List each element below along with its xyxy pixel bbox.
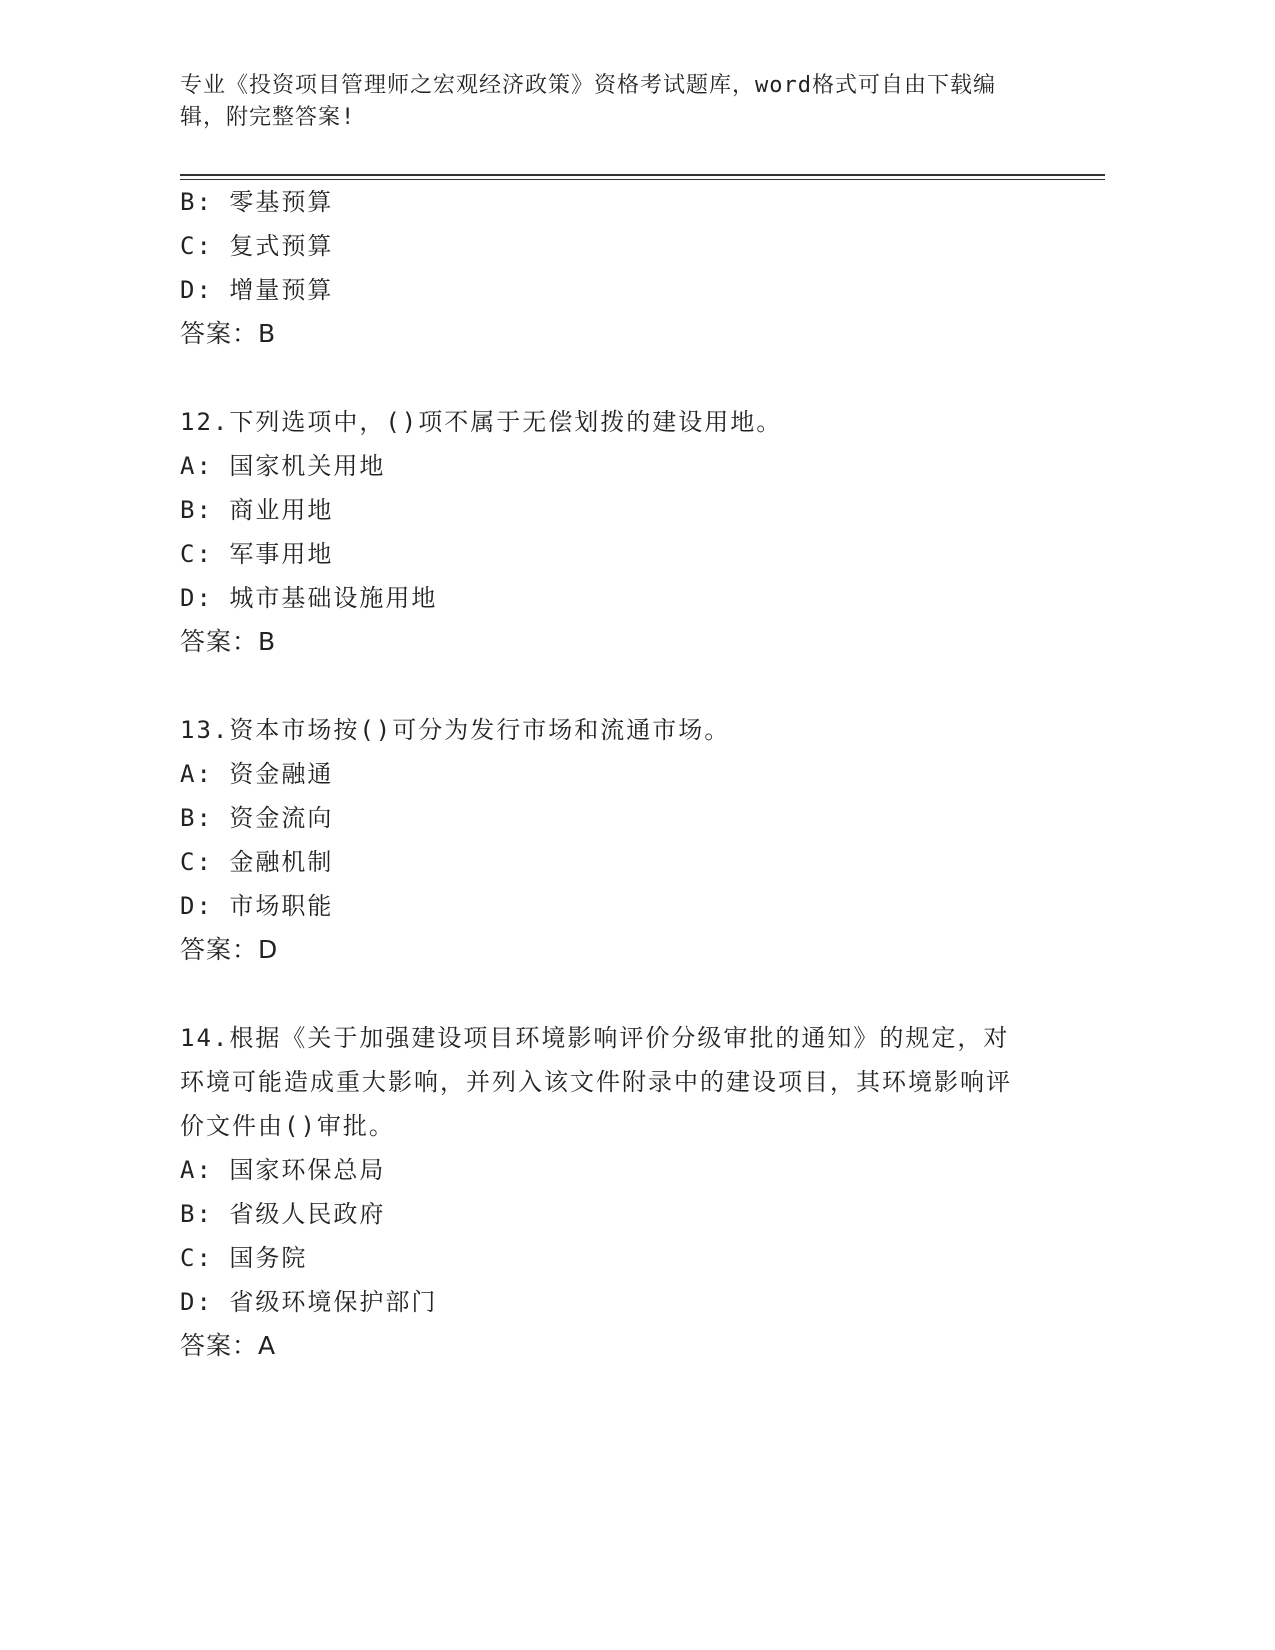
question-block-13 bbox=[180, 708, 1080, 972]
question-stem: 13.资本市场按()可分为发行市场和流通市场。 bbox=[180, 716, 731, 744]
spacer bbox=[180, 664, 1080, 708]
option-b: B: 商业用地 bbox=[180, 496, 334, 524]
option-b: B: 省级人民政府 bbox=[180, 1200, 386, 1228]
option-c: C: 复式预算 bbox=[180, 232, 334, 260]
option-a: A: 资金融通 bbox=[180, 760, 334, 788]
spacer bbox=[180, 356, 1080, 400]
option-c: C: 金融机制 bbox=[180, 848, 334, 876]
option-d: D: 增量预算 bbox=[180, 276, 334, 304]
question-block-12 bbox=[180, 400, 1080, 664]
answer-line: 答案：B bbox=[180, 627, 277, 656]
document-header: 专业《投资项目管理师之宏观经济政策》资格考试题库，word格式可自由下载编辑，附完整答案! bbox=[180, 73, 996, 130]
question-block-partial bbox=[180, 180, 1080, 356]
answer-line: 答案：D bbox=[180, 935, 279, 964]
option-a: A: 国家机关用地 bbox=[180, 452, 386, 480]
option-b: B: 资金流向 bbox=[180, 804, 334, 832]
question-stem: 12.下列选项中，()项不属于无偿划拨的建设用地。 bbox=[180, 408, 783, 436]
question-stem: 14.根据《关于加强建设项目环境影响评价分级审批的通知》的规定，对环境可能造成重大影响，并列入该文件附录中的建设项目，其环境影响评价文件由()审批。 bbox=[180, 1024, 1012, 1140]
question-list bbox=[180, 180, 1080, 1368]
option-d: D: 市场职能 bbox=[180, 892, 334, 920]
option-d: D: 城市基础设施用地 bbox=[180, 584, 438, 612]
option-c: C: 军事用地 bbox=[180, 540, 334, 568]
spacer bbox=[180, 972, 1080, 1016]
option-b: B: 零基预算 bbox=[180, 188, 334, 216]
answer-line: 答案：B bbox=[180, 319, 277, 348]
option-a: A: 国家环保总局 bbox=[180, 1156, 386, 1184]
option-c: C: 国务院 bbox=[180, 1244, 308, 1272]
option-d: D: 省级环境保护部门 bbox=[180, 1288, 438, 1316]
answer-line: 答案：A bbox=[180, 1331, 277, 1360]
header-rule-thick bbox=[180, 174, 1105, 176]
question-block-14 bbox=[180, 1016, 1080, 1368]
